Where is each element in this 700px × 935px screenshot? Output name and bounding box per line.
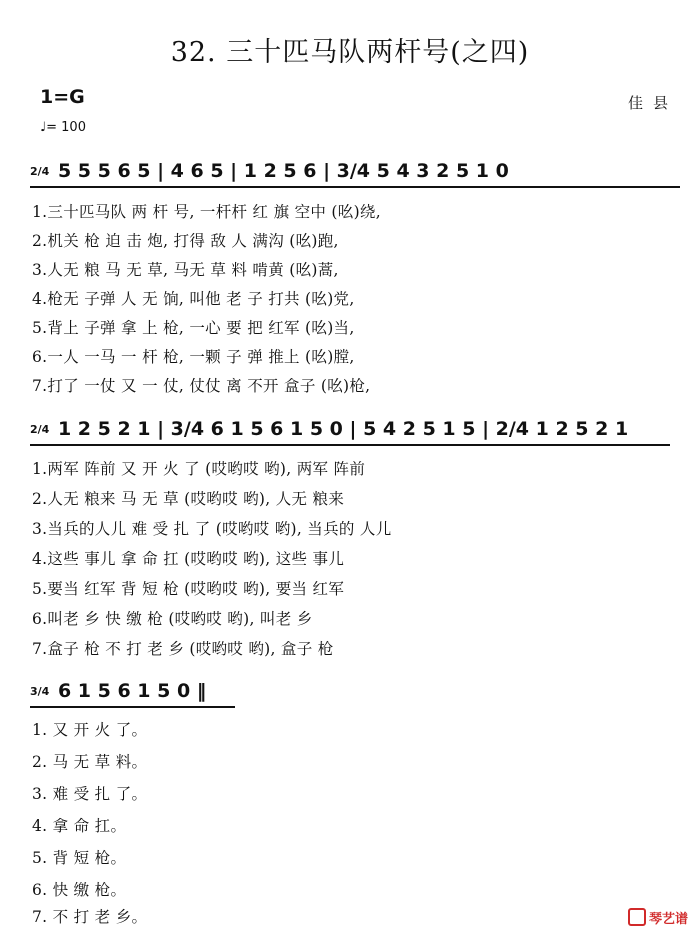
- lyric-line: 7. 不 打 老 乡。: [32, 908, 148, 926]
- lyric-line: 3. 难 受 扎 了。: [32, 785, 148, 803]
- key-signature: 1=G: [40, 86, 85, 108]
- lyric-line: 7.盒子 枪 不 打 老 乡 (哎哟哎 哟), 盒子 枪: [32, 640, 334, 658]
- lyric-line: 3.人无 粮 马 无 草, 马无 草 料 啃黄 (吆)蒿,: [32, 261, 339, 279]
- song-title: 32. 三十匹马队两杆号(之四): [170, 37, 530, 68]
- lyric-line: 4.枪无 子弹 人 无 饷, 叫他 老 子 打共 (吆)党,: [32, 290, 355, 308]
- watermark-text: 琴艺谱: [648, 912, 688, 927]
- divider: [30, 186, 680, 188]
- time-signature: 2/4: [30, 165, 50, 178]
- lyric-line: 2.人无 粮来 马 无 草 (哎哟哎 哟), 人无 粮来: [32, 490, 345, 508]
- lyric-line: 1.三十匹马队 两 杆 号, 一杆杆 红 旗 空中 (吆)绕,: [32, 203, 381, 221]
- lyric-line: 6. 快 缴 枪。: [32, 881, 127, 899]
- lyric-line: 2. 马 无 草 料。: [32, 753, 148, 771]
- logo-icon: [628, 908, 646, 926]
- lyric-line: 2.机关 枪 迫 击 炮, 打得 敌 人 满沟 (吆)跑,: [32, 232, 339, 250]
- lyric-line: 7.打了 一仗 又 一 仗, 仗仗 离 不开 盒子 (吆)枪,: [32, 377, 371, 395]
- divider: [30, 444, 670, 446]
- lyric-line: 1. 又 开 火 了。: [32, 721, 148, 739]
- lyric-line: 5.背上 子弹 拿 上 枪, 一心 要 把 红军 (吆)当,: [32, 319, 355, 337]
- melody-notes: 1 2 5 2 1 | 3/4 6 1 5 6 1 5 0 | 5 4 2 5 1 5 | 2/4 1 2 5 2 1: [57, 418, 629, 440]
- region-label: 佳县: [627, 94, 678, 112]
- divider: [30, 706, 235, 708]
- melody-notes: 6 1 5 6 1 5 0 ‖: [57, 680, 207, 702]
- time-signature: 2/4: [30, 423, 50, 436]
- watermark: [628, 908, 688, 927]
- melody-line-2: [30, 418, 628, 440]
- lyric-line: 5.要当 红军 背 短 枪 (哎哟哎 哟), 要当 红军: [32, 580, 345, 598]
- lyric-line: 1.两军 阵前 又 开 火 了 (哎哟哎 哟), 两军 阵前: [32, 460, 366, 478]
- lyric-line: 4.这些 事儿 拿 命 扛 (哎哟哎 哟), 这些 事儿: [32, 550, 345, 568]
- melody-line-1: [30, 160, 509, 182]
- lyric-line: 5. 背 短 枪。: [32, 849, 127, 867]
- lyric-line: 6.叫老 乡 快 缴 枪 (哎哟哎 哟), 叫老 乡: [32, 610, 313, 628]
- melody-line-3: [30, 680, 206, 702]
- tempo-marking: ♩= 100: [40, 120, 86, 135]
- lyric-line: 3.当兵的人儿 难 受 扎 了 (哎哟哎 哟), 当兵的 人儿: [32, 520, 392, 538]
- lyric-line: 6.一人 一马 一 杆 枪, 一颗 子 弹 推上 (吆)膛,: [32, 348, 355, 366]
- melody-notes: 5 5 5 6 5 | 4 6 5 | 1 2 5 6 | 3/4 5 4 3 2 5 1 0: [57, 160, 509, 182]
- lyric-line: 4. 拿 命 扛。: [32, 817, 127, 835]
- time-signature: 3/4: [30, 685, 50, 698]
